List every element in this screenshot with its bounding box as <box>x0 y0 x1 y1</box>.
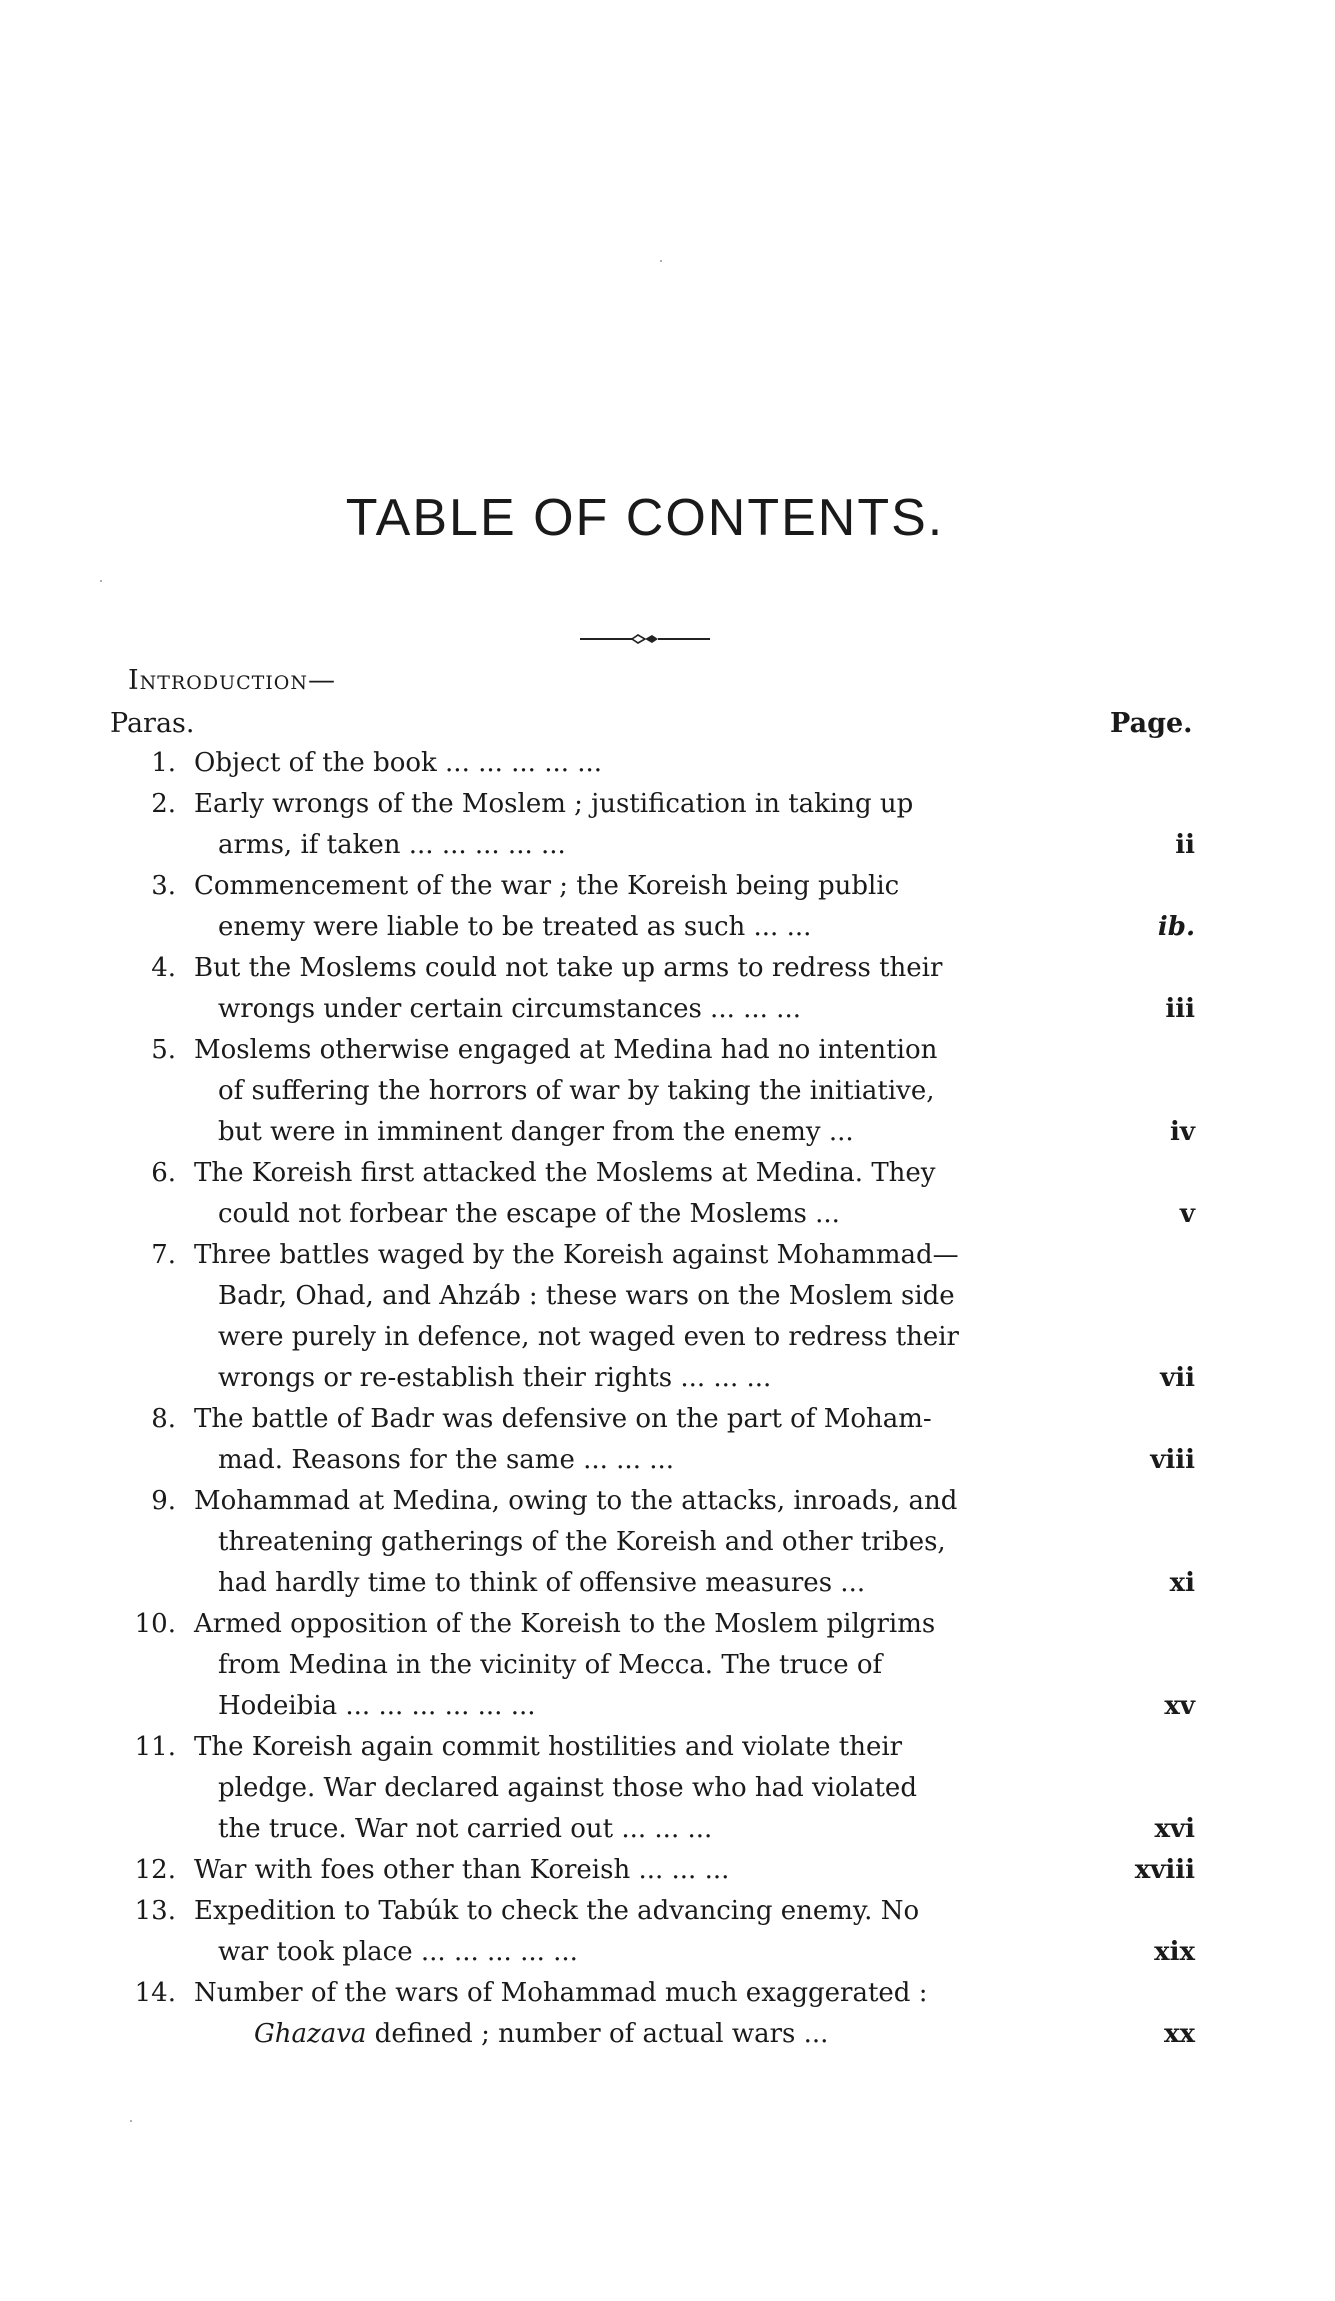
toc-entry <box>0 1030 1335 1153</box>
scan-speck <box>130 2120 132 2122</box>
page-number: xix <box>1154 1937 1195 1967</box>
entry-line: of suffering the horrors of war by taking the initiative, <box>218 1076 935 1106</box>
ornament-divider-icon <box>580 632 710 646</box>
entry-text <box>194 1973 1064 2055</box>
entry-line: The battle of Badr was defensive on the part of Moham- <box>194 1404 932 1434</box>
paragraph-number: 5. <box>151 1035 176 1065</box>
entry-text <box>194 1604 1064 1727</box>
toc-entry <box>0 1727 1335 1850</box>
entry-line-rest: defined ; number of actual wars ... <box>366 2019 829 2049</box>
entry-line: Moslems otherwise engaged at Medina had no intention <box>194 1035 938 1065</box>
paragraph-number: 7. <box>151 1240 176 1270</box>
toc-entry <box>0 1235 1335 1399</box>
toc-entry <box>0 1481 1335 1604</box>
entry-line: War with foes other than Koreish ... ... ... <box>194 1855 730 1885</box>
toc-entry <box>0 784 1335 866</box>
page-number: iv <box>1170 1117 1195 1147</box>
entry-text <box>194 866 1064 948</box>
paragraph-number: 4. <box>151 953 176 983</box>
entry-text <box>194 1235 1064 1399</box>
page-number: xi <box>1169 1568 1195 1598</box>
entry-text <box>194 784 1064 866</box>
entry-line: Expedition to Tabúk to check the advancing enemy. No <box>194 1896 920 1926</box>
entry-line: wrongs under certain circumstances ... ... ... <box>218 994 801 1024</box>
paragraph-number: 13. <box>134 1896 176 1926</box>
page-number: vii <box>1160 1363 1195 1393</box>
entry-line <box>194 2014 1064 2055</box>
entry-line: were purely in defence, not waged even to redress their <box>218 1322 959 1352</box>
page-number: v <box>1179 1199 1195 1229</box>
toc-entry <box>0 1850 1335 1891</box>
scan-speck <box>660 260 662 262</box>
paragraph-number: 14. <box>134 1978 176 2008</box>
entry-line: pledge. War declared against those who had violated <box>218 1773 917 1803</box>
toc-entry <box>0 948 1335 1030</box>
toc-entry <box>0 1399 1335 1481</box>
toc-entry <box>0 1153 1335 1235</box>
entry-line: war took place ... ... ... ... ... <box>218 1937 578 1967</box>
entry-text <box>194 948 1064 1030</box>
toc-entry <box>0 1891 1335 1973</box>
toc-entry <box>0 1604 1335 1727</box>
entry-line: Three battles waged by the Koreish against Mohammad— <box>194 1240 959 1270</box>
entry-line: Object of the book ... ... ... ... ... <box>194 748 603 778</box>
page-number: xv <box>1164 1691 1195 1721</box>
paragraph-number: 9. <box>151 1486 176 1516</box>
entry-text <box>194 1727 1064 1850</box>
toc-entry <box>0 743 1335 784</box>
page-number: ib. <box>1157 912 1195 942</box>
paragraph-number: 2. <box>151 789 176 819</box>
entry-line: Armed opposition of the Koreish to the Moslem pilgrims <box>194 1609 936 1639</box>
paragraph-number: 1. <box>151 748 176 778</box>
paragraph-number: 6. <box>151 1158 176 1188</box>
page-number: viii <box>1150 1445 1195 1475</box>
page-title: TABLE OF CONTENTS. <box>345 489 945 547</box>
toc-entry <box>0 866 1335 948</box>
entry-line: from Medina in the vicinity of Mecca. The truce of <box>218 1650 883 1680</box>
paragraph-number: 12. <box>134 1855 176 1885</box>
entry-line: threatening gatherings of the Koreish and other tribes, <box>218 1527 946 1557</box>
toc-entry <box>0 1973 1335 2055</box>
entry-line: Badr, Ohad, and Ahzáb : these wars on the Moslem side <box>218 1281 955 1311</box>
table-of-contents <box>0 743 1335 2055</box>
paragraph-number: 3. <box>151 871 176 901</box>
ghazava-term: Ghazava <box>254 2019 367 2049</box>
page-number: xvi <box>1154 1814 1195 1844</box>
entry-line: But the Moslems could not take up arms to redress their <box>194 953 943 983</box>
entry-line: Mohammad at Medina, owing to the attacks, inroads, and <box>194 1486 958 1516</box>
entry-line: Number of the wars of Mohammad much exaggerated : <box>194 1978 928 2008</box>
entry-text <box>194 1153 1064 1235</box>
column-heading-page: Page. <box>1110 708 1193 739</box>
entry-line: Early wrongs of the Moslem ; justification in taking up <box>194 789 914 819</box>
entry-line: Hodeibia ... ... ... ... ... ... <box>218 1691 536 1721</box>
page-number: xx <box>1163 2019 1195 2049</box>
page-number: iii <box>1165 994 1195 1024</box>
section-heading: Introduction— <box>128 665 337 696</box>
entry-text <box>194 1481 1064 1604</box>
entry-line: arms, if taken ... ... ... ... ... <box>218 830 566 860</box>
entry-line: The Koreish again commit hostilities and violate their <box>194 1732 903 1762</box>
entry-text <box>194 1030 1064 1153</box>
entry-text <box>194 1850 1064 1891</box>
page-number: xviii <box>1134 1855 1195 1885</box>
entry-line: mad. Reasons for the same ... ... ... <box>218 1445 675 1475</box>
entry-line: Commencement of the war ; the Koreish being public <box>194 871 900 901</box>
entry-text <box>194 1891 1064 1973</box>
entry-line: The Koreish first attacked the Moslems at Medina. They <box>194 1158 936 1188</box>
paragraph-number: 11. <box>134 1732 176 1762</box>
paragraph-number: 8. <box>151 1404 176 1434</box>
entry-line: had hardly time to think of offensive measures ... <box>218 1568 866 1598</box>
entry-line: but were in imminent danger from the enemy ... <box>218 1117 854 1147</box>
entry-line: enemy were liable to be treated as such ... ... <box>218 912 812 942</box>
column-heading-paras: Paras. <box>110 708 195 739</box>
entry-line: wrongs or re-establish their rights ... ... ... <box>218 1363 772 1393</box>
entry-text <box>194 1399 1064 1481</box>
entry-line: could not forbear the escape of the Moslems ... <box>218 1199 840 1229</box>
page-number: ii <box>1175 830 1195 860</box>
scan-speck <box>100 580 102 582</box>
entry-text <box>194 743 1064 784</box>
entry-line: the truce. War not carried out ... ... ... <box>218 1814 713 1844</box>
paragraph-number: 10. <box>134 1609 176 1639</box>
